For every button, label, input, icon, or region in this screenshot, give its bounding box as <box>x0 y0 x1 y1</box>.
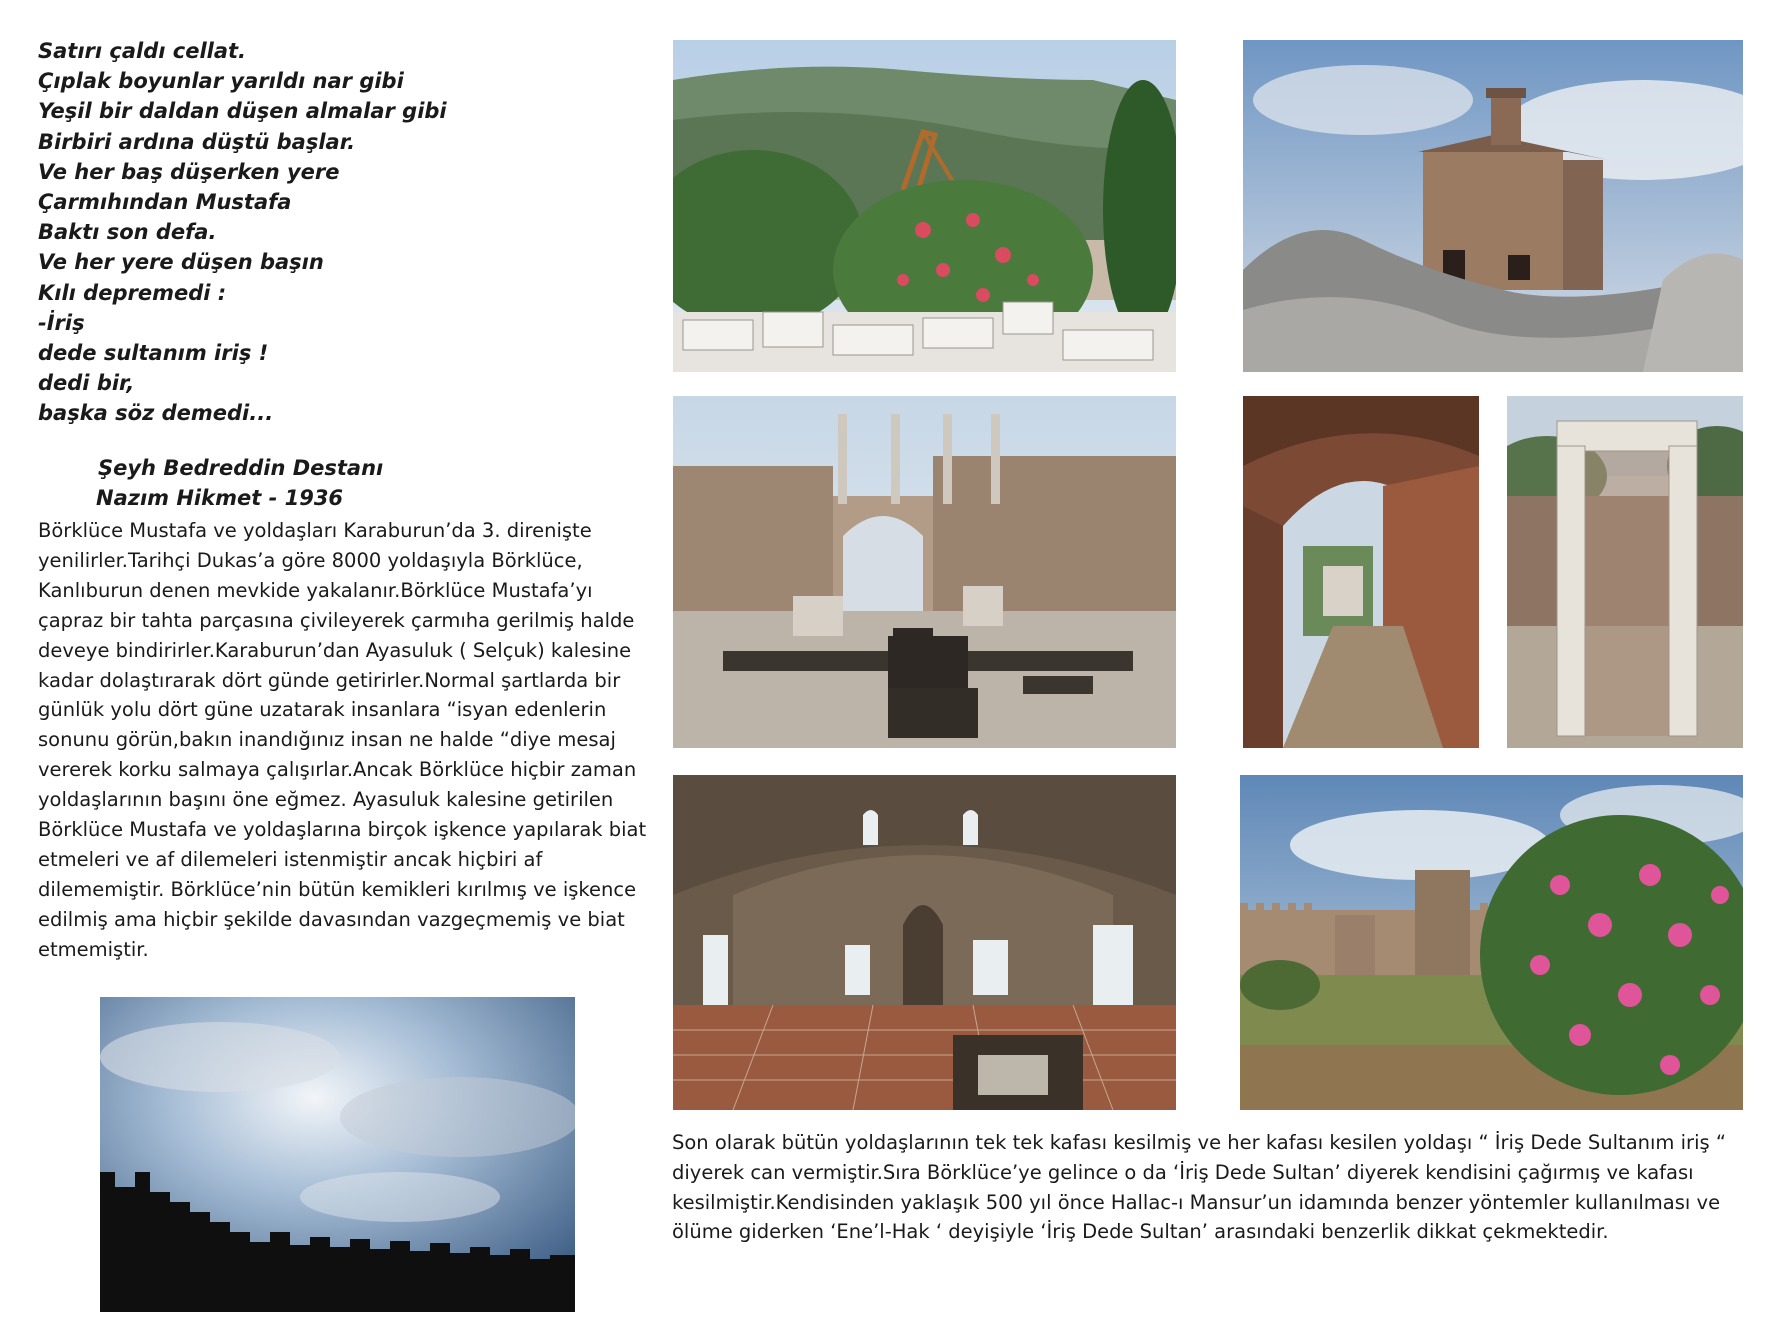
closing-paragraph-text: Son olarak bütün yoldaşlarının tek tek kafası kesilmiş ve her kafası kesilen yoldaşı “ İriş Dede Sultanım iriş “ diyerek can vermiştir.Sıra Börklüce’ye gelince o da ‘İriş Dede Sultan’ diyerek kendisini çağırmış ve kafası kesilmiştir.Kendisinden yaklaşık 500 yıl önce Hallac-ı Mansur’un idamında benzer yöntemler kullanılması ve ölüme giderken ‘Ene’l-Hak ‘ deyişiyle ‘İriş Dede Sultan’ arasındaki benzerlik dikkat çekmektedir. <box>672 1131 1726 1244</box>
photo-stone-tomb <box>1243 40 1743 372</box>
photo-battlements-sky <box>100 997 575 1312</box>
poem-line: Baktı son defa. <box>38 220 217 245</box>
poem-line: -İriş <box>38 310 85 335</box>
source-title: Şeyh Bedreddin Destanı <box>98 456 384 480</box>
poem <box>38 36 598 429</box>
poem-line: dede sultanım iriş ! <box>38 341 269 366</box>
photo-marble-doorframe <box>1507 396 1743 748</box>
poem-line: dedi bir, <box>38 371 135 396</box>
photo-brick-arch <box>1243 396 1479 748</box>
photo-basilica-ruins <box>673 396 1176 748</box>
poem-line: Satırı çaldı cellat. <box>38 39 247 63</box>
poem-line: başka söz demedi... <box>38 401 274 426</box>
poem-line: Kılı depremedi : <box>38 280 227 305</box>
poem-line: Çarmıhından Mustafa <box>38 190 292 215</box>
photo-domed-interior <box>673 775 1176 1110</box>
poem-line: Ve her baş düşerken yere <box>38 159 340 184</box>
photo-mountain-oleander <box>673 40 1176 372</box>
poem-line: Yeşil bir daldan düşen almalar gibi <box>38 99 447 124</box>
poem-line: Ve her yere düşen başın <box>38 250 324 275</box>
closing-paragraph <box>672 1128 1732 1247</box>
source-author: Nazım Hikmet - 1936 <box>96 485 344 510</box>
body-paragraph <box>38 516 648 965</box>
poem-line: Çıplak boyunlar yarıldı nar gibi <box>38 69 404 94</box>
poem-credit <box>98 454 383 513</box>
photo-castle-oleander <box>1240 775 1743 1110</box>
body-paragraph-text: Börklüce Mustafa ve yoldaşları Karaburun’da 3. direnişte yenilirler.Tarihçi Dukas’a göre 8000 yoldaşıyla Börklüce, Kanlıburun denen mevkide yakalanır.Börklüce Mustafa’yı çapraz bir tahta parçasına çivileyerek çarmıha gerilmiş halde deveye bindirirler.Karaburun’dan Ayasuluk ( Selçuk) kalesine kadar dolaştırarak dört günde getirirler.Normal şartlarda bir günlük yolu dört güne uzatarak insanlara “isyan edenlerin sonunu görün,bakın inandığınız insan ne halde “diye mesaj vererek korku salmaya çalışırlar.Ancak Börklüce hiçbir zaman yoldaşlarının başını öne eğmez. Ayasuluk kalesine getirilen Börklüce Mustafa ve yoldaşlarına birçok işkence yapılarak biat etmeleri ve af dilemeleri istenmiştir ancak hiçbiri af dilememiştir. Börklüce’nin bütün kemikleri kırılmış ve işkence edilmiş ama hiçbir şekilde davasından vazgeçmemiş ve biat etmemiştir. <box>38 519 647 961</box>
poem-line: Birbiri ardına düştü başlar. <box>38 129 356 154</box>
